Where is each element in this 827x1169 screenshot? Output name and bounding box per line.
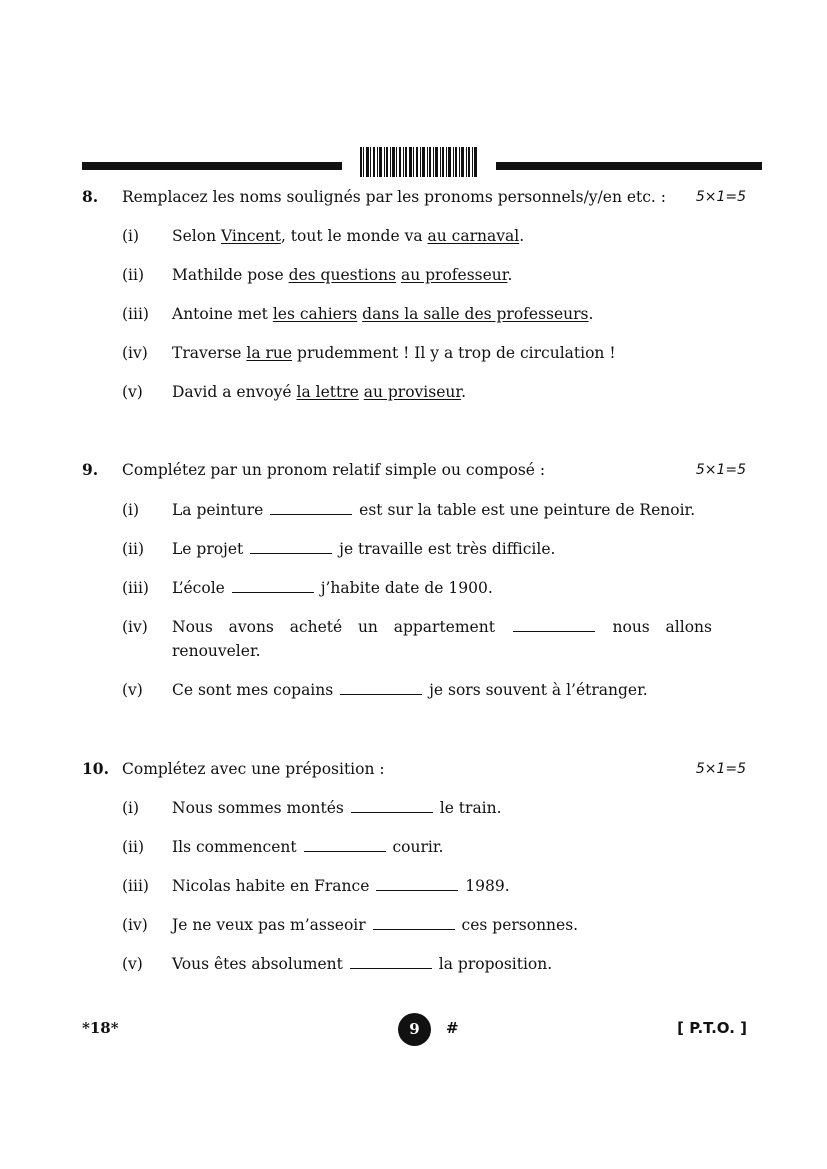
text-part: j’habite date de 1900. (320, 579, 493, 597)
question-number: 9. (82, 460, 99, 479)
question-10-header (82, 758, 746, 780)
item-sentence (172, 537, 712, 561)
item-sentence (172, 498, 712, 522)
underlined-noun: au proviseur (363, 383, 462, 401)
item-sentence (172, 380, 712, 404)
text-part: Antoine met (172, 305, 273, 323)
text-part: Vous êtes absolument (172, 955, 343, 973)
question-number: 8. (82, 187, 99, 206)
underlined-noun: au carnaval (427, 227, 520, 245)
item-roman: (iii) (122, 305, 149, 323)
paper-code: *18* (82, 1019, 119, 1037)
item-sentence (172, 224, 712, 248)
text-part: nous (612, 618, 650, 636)
text-part: David a envoyé (172, 383, 297, 401)
answer-blank[interactable] (270, 498, 352, 515)
page-number: 9 (398, 1013, 431, 1046)
text-part: . (588, 305, 594, 323)
answer-blank[interactable] (513, 615, 595, 632)
question-8-header (82, 186, 746, 208)
text-part: le train. (439, 799, 502, 817)
item-roman: (v) (122, 955, 143, 973)
hash-mark: # (446, 1019, 459, 1037)
item-roman: (iv) (122, 344, 148, 362)
answer-blank[interactable] (304, 835, 386, 852)
underlined-noun: la rue (246, 344, 293, 362)
item-sentence (172, 341, 712, 365)
item-sentence (172, 615, 712, 639)
text-part: Ils commencent (172, 838, 297, 856)
text-part: est sur la table est une peinture de Renoir. (359, 501, 696, 519)
text-part: courir. (392, 838, 444, 856)
item-sentence (172, 913, 712, 937)
answer-blank[interactable] (351, 796, 433, 813)
item-sentence (172, 796, 712, 820)
item-sentence (172, 678, 712, 702)
underlined-noun: les cahiers (272, 305, 358, 323)
text-part: Traverse (172, 344, 247, 362)
question-instruction: Remplacez les noms soulignés par les pronoms personnels/y/en etc. : (122, 188, 667, 206)
text-part: . (507, 266, 513, 284)
text-part: Mathilde pose (172, 266, 289, 284)
text-part: acheté (289, 618, 343, 636)
item-sentence (172, 576, 712, 600)
question-number: 10. (82, 759, 109, 778)
underlined-noun: des questions (288, 266, 397, 284)
text-part: . (461, 383, 467, 401)
text-part: la proposition. (438, 955, 553, 973)
item-sentence (172, 874, 712, 898)
answer-blank[interactable] (250, 537, 332, 554)
text-part: avons (228, 618, 274, 636)
question-9-header (82, 459, 746, 481)
item-roman: (iii) (122, 579, 149, 597)
item-sentence (172, 302, 712, 326)
answer-blank[interactable] (376, 874, 458, 891)
item-roman: (ii) (122, 540, 145, 558)
text-part: La peinture (172, 501, 264, 519)
question-instruction: Complétez par un pronom relatif simple ou composé : (122, 461, 546, 479)
item-sentence (172, 263, 712, 287)
underlined-noun: au professeur (400, 266, 508, 284)
text-part: L’école (172, 579, 225, 597)
answer-blank[interactable] (350, 952, 432, 969)
text-part: Selon (172, 227, 221, 245)
text-part: . (519, 227, 525, 245)
text-part: un (357, 618, 378, 636)
question-marks: 5×1=5 (695, 761, 746, 777)
item-roman: (v) (122, 681, 143, 699)
text-part: Nous sommes montés (172, 799, 344, 817)
item-roman: (v) (122, 383, 143, 401)
text-part: appartement (393, 618, 495, 636)
underlined-noun: Vincent (221, 227, 281, 245)
question-marks: 5×1=5 (695, 189, 746, 205)
item-sentence (172, 835, 712, 859)
text-part: Nous (172, 618, 213, 636)
text-part: je sors souvent à l’étranger. (429, 681, 648, 699)
underlined-noun: dans la salle des professeurs (362, 305, 589, 323)
header-rule-right (496, 162, 762, 170)
item-roman: (ii) (122, 838, 145, 856)
text-part: Le projet (172, 540, 244, 558)
item-roman: (ii) (122, 266, 145, 284)
underlined-noun: la lettre (296, 383, 359, 401)
item-roman: (i) (122, 227, 140, 245)
question-marks: 5×1=5 (695, 462, 746, 478)
header-rule-left (82, 162, 342, 170)
please-turn-over: [ P.T.O. ] (677, 1019, 747, 1037)
item-roman: (i) (122, 501, 140, 519)
text-part: Je ne veux pas m’asseoir (172, 916, 366, 934)
answer-blank[interactable] (373, 913, 455, 930)
text-part: , tout le monde va (280, 227, 428, 245)
item-roman: (iv) (122, 916, 148, 934)
answer-blank[interactable] (232, 576, 314, 593)
text-part: allons (665, 618, 712, 636)
item-sentence-continued: renouveler. (172, 642, 261, 660)
text-part: prudemment ! Il y a trop de circulation ! (292, 344, 616, 362)
text-part: ces personnes. (461, 916, 579, 934)
text-part: je travaille est très difficile. (339, 540, 556, 558)
text-part: Ce sont mes copains (172, 681, 334, 699)
item-roman: (iii) (122, 877, 149, 895)
question-instruction: Complétez avec une préposition : (122, 760, 385, 778)
text-part: Nicolas habite en France (172, 877, 370, 895)
item-roman: (i) (122, 799, 140, 817)
item-roman: (iv) (122, 618, 148, 636)
answer-blank[interactable] (340, 678, 422, 695)
item-sentence (172, 952, 712, 976)
text-part: 1989. (465, 877, 510, 895)
barcode (360, 147, 478, 177)
